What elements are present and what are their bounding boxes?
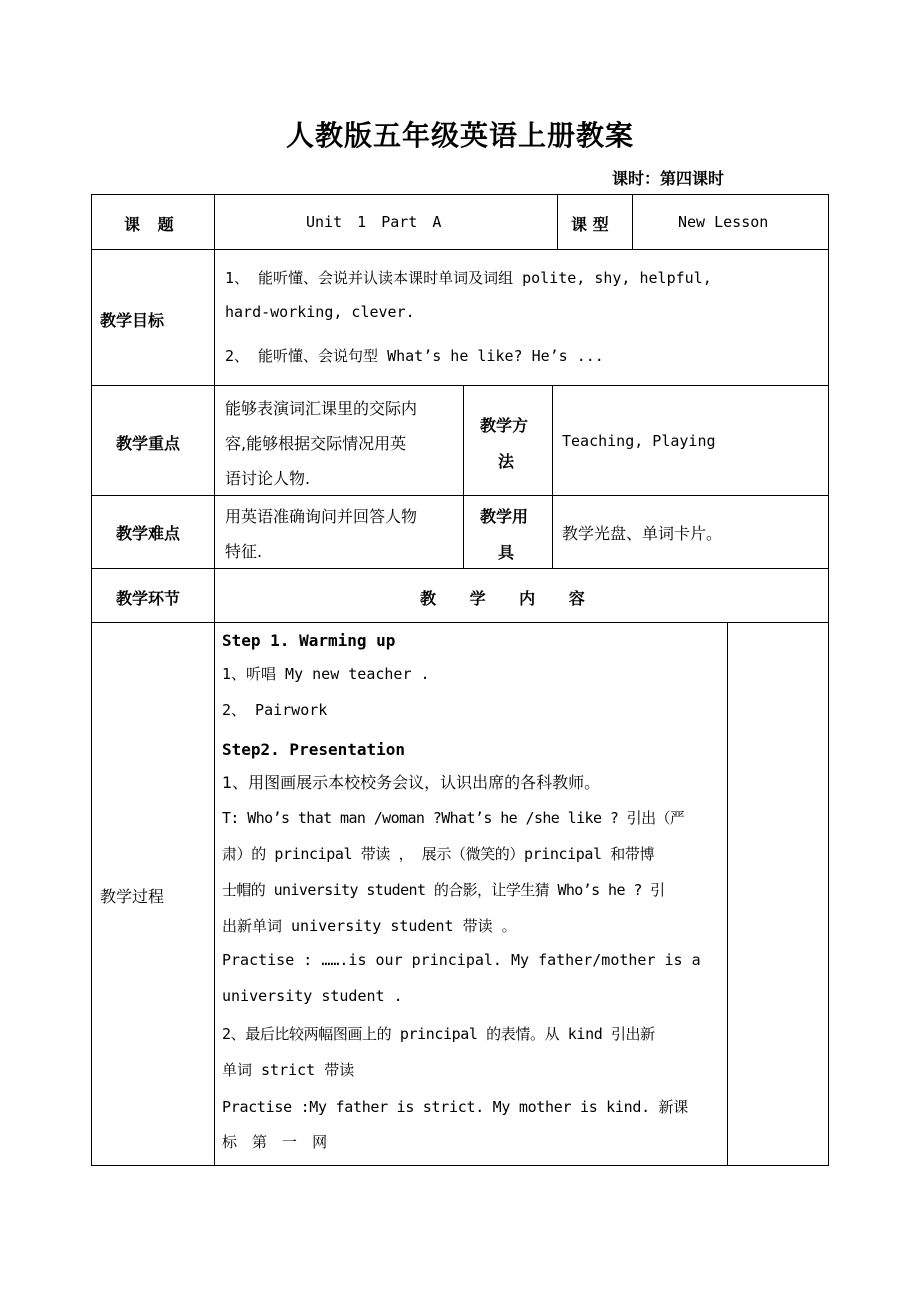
process-label: 教学过程 bbox=[100, 887, 165, 906]
key-line-1: 能够表演词汇课里的交际内 bbox=[225, 399, 418, 418]
document-title: 人教版五年级英语上册教案 bbox=[285, 119, 634, 152]
process-content bbox=[222, 624, 726, 1164]
step1-item-1: 1、听唱 My new teacher . bbox=[222, 665, 430, 683]
step2-line-9: 单词 strict 带读 bbox=[222, 1061, 355, 1079]
column-divider bbox=[727, 622, 728, 1166]
type-label: 课 型 bbox=[571, 215, 609, 234]
goals-line-3: 2、 能听懂、会说句型 What’s he like? He’s ... bbox=[225, 347, 604, 365]
step2-line-7: university student . bbox=[222, 987, 403, 1005]
key-line-2: 容,能够根据交际情况用英 bbox=[225, 434, 407, 453]
row-divider bbox=[91, 249, 829, 250]
step2-line-6: Practise : …….is our principal. My father/mother is a bbox=[222, 951, 701, 969]
tools-label-1: 教学用 bbox=[480, 507, 529, 526]
step2-line-5: 出新单词 university student 带读 。 bbox=[222, 917, 517, 935]
lesson-number: 课时：第四课时 bbox=[612, 169, 725, 188]
difficult-line-1: 用英语准确询问并回答人物 bbox=[225, 507, 418, 526]
column-divider bbox=[632, 194, 633, 249]
goals-label: 教学目标 bbox=[100, 311, 165, 330]
goals-line-1: 1、 能听懂、会说并认读本课时单词及词组 polite, shy, helpful, bbox=[225, 269, 712, 287]
key-line-3: 语讨论人物. bbox=[225, 469, 311, 488]
content-header: 教 学 内 容 bbox=[420, 589, 585, 608]
column-divider bbox=[552, 385, 553, 568]
step1-title: Step 1. Warming up bbox=[222, 631, 396, 650]
column-divider bbox=[214, 194, 215, 1166]
column-divider bbox=[557, 194, 558, 249]
method-value: Teaching, Playing bbox=[562, 432, 716, 450]
step2-line-8: 2、最后比较两幅图画上的 principal 的表情。从 kind 引出新 bbox=[222, 1025, 655, 1043]
tools-label-2: 具 bbox=[498, 543, 515, 562]
goals-line-2: hard-working, clever. bbox=[225, 303, 415, 321]
row-divider bbox=[91, 568, 829, 569]
difficult-label: 教学难点 bbox=[116, 524, 181, 543]
stage-label: 教学环节 bbox=[116, 589, 181, 608]
step2-line-11: 标 第 一 网 bbox=[222, 1133, 328, 1151]
step2-line-2: T: Who’s that man /woman ?What’s he /she like ? 引出（严 bbox=[222, 809, 685, 827]
row-divider bbox=[91, 622, 829, 623]
step2-line-4: 士帽的 university student 的合影，让学生猜 Who’s he ? 引 bbox=[222, 881, 665, 899]
row-divider bbox=[91, 495, 829, 496]
difficult-line-2: 特征. bbox=[225, 542, 263, 561]
step2-line-10: Practise :My father is strict. My mother is kind. 新课 bbox=[222, 1098, 688, 1116]
step1-item-2: 2、 Pairwork bbox=[222, 701, 328, 719]
type-value: New Lesson bbox=[678, 213, 769, 231]
tools-value: 教学光盘、单词卡片。 bbox=[562, 524, 723, 543]
row-divider bbox=[91, 385, 829, 386]
step2-line-1: 1、用图画展示本校校务会议，认识出席的各科教师。 bbox=[222, 773, 601, 792]
method-label-1: 教学方 bbox=[480, 416, 529, 435]
column-divider bbox=[463, 385, 464, 568]
method-label-2: 法 bbox=[498, 452, 515, 471]
topic-label: 课 题 bbox=[124, 215, 174, 234]
topic-value: Unit 1 Part A bbox=[306, 213, 442, 231]
key-label: 教学重点 bbox=[116, 434, 181, 453]
step2-line-3: 肃）的 principal 带读 ， 展示（微笑的）principal 和带博 bbox=[222, 845, 655, 863]
step2-title: Step2. Presentation bbox=[222, 740, 406, 759]
